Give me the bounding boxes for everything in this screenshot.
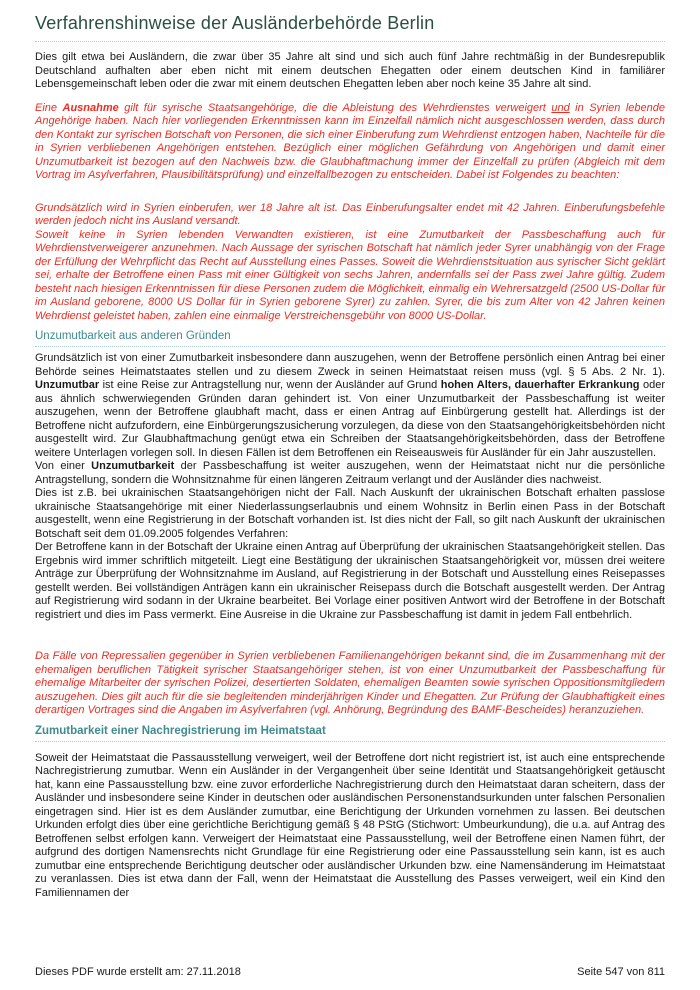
section-heading: Zumutbarkeit einer Nachregistrierung im Heimatstaat	[35, 725, 665, 742]
footer-created-date: Dieses PDF wurde erstellt am: 27.11.2018	[35, 966, 241, 978]
paragraph: Da Fälle von Repressalien gegenüber in Syrien verbliebenen Familienangehörigen bekannt sind, die im Zusammenhang mit der ehemaligen beruflichen Tätigkeit syrischer Staatsangehöriger stehen, ist von einer Unzumutbarkeit der Passbeschaffung für ehemalige Mitarbeiter der syrischen Polizei, desertierten Soldaten, ehemaligen Beamten sowie syrischen Oppositionsmitgliedern auszugehen. Dies gilt auch für die sie begleitenden minderjährigen Kinder und Ehegatten. Zur Prüfung der Glaubhaftigkeit eines derartigen Vortrages sind die Angaben im Asylverfahren (vgl. Anhörung, Begründung des BAMF-Bescheides) heranzuziehen.	[35, 650, 665, 716]
section-heading: Unzumutbarkeit aus anderen Gründen	[35, 330, 665, 347]
page-title: Verfahrenshinweise der Ausländerbehörde Berlin	[35, 13, 665, 42]
footer-page-number: Seite 547 von 811	[577, 966, 665, 978]
page-footer	[35, 966, 665, 978]
paragraph: Von einer Unzumutbarkeit der Passbeschaffung ist weiter auszugehen, wenn der Heimatstaat nicht nur die persönliche Antragstellung, sondern die Wohnsitznahme für einen längeren Zeitraum verlangt und der Ausländer dies nachweist.	[35, 460, 665, 486]
paragraph: Eine Ausnahme gilt für syrische Staatsangehörige, die die Ableistung des Wehrdienstes verweigert und in Syrien lebende Angehörige haben. Nach hier vorliegenden Erkenntnissen kann im Einzelfall nämlich nicht ausgeschlossen werden, dass durch den Kontakt zur syrischen Botschaft von Personen, die sich einer Einberufung zum Wehrdienst entzogen haben, Nachteile für die in Syrien verbliebenen Angehörigen entstehen. Bezüglich einer möglichen Gefährdung von Angehörigen und damit einer Unzumutbarkeit ist bezogen auf den Nachweis bzw. die Glaubhaftmachung immer der Einzelfall zu prüfen (Abgleich mit dem Vortrag im Asylverfahren, Plausibilitätsprüfung) und einzelfallbezogen zu entscheiden. Dabei ist Folgendes zu beachten:	[35, 101, 666, 181]
paragraph: Dies gilt etwa bei Ausländern, die zwar über 35 Jahre alt sind und sich auch fünf Jahre rechtmäßig in der Bundesrepublik Deutschland aufhalten aber eben nicht mit einem deutschen Ehegatten oder einem deutschen Kind in familiärer Lebensgemeinschaft leben oder die zwar mit einem deutschen Ehegatten leben aber noch keine 35 Jahre alt sind.	[35, 51, 665, 90]
paragraph: Soweit keine in Syrien lebenden Verwandten existieren, ist eine Zumutbarkeit der Passbeschaffung auch für Wehrdienstverweigerer anzunehmen. Nach Aussage der syrischen Botschaft hat nämlich jeder Syrer unabhängig von der Frage der Erfüllung der Wehrpflicht das Recht auf Ausstellung eines Passes. Soweit die Wehrdienstsituation aus syrischer Sicht geklärt sei, erhalte der Betroffene einen Pass mit einer Gültigkeit von sechs Jahren, andernfalls sei der Pass zwei Jahre gültig. Zudem besteht nach hiesigen Erkenntnissen für diese Personen zudem die Möglichkeit, einmalig ein Wehrersatzgeld (2500 US-Dollar für im Ausland geborene, 8000 US Dollar für in Syrien geborene Syrer) zu zahlen. Syrer, die bis zum Alter von 42 Jahren keinen Wehrdienst geleistet haben, zahlen eine einmalige Verstreichensgebühr von 8000 US-Dollar.	[35, 228, 665, 322]
paragraph: Grundsätzlich ist von einer Zumutbarkeit insbesondere dann auszugehen, wenn der Betroffene persönlich einen Antrag bei einer Behörde seines Heimatstaates stellen und zu diesem Zweck in seinen Heimatstaat reisen muss (vgl. § 5 Abs. 2 Nr. 1). Unzumutbar ist eine Reise zur Antragstellung nur, wenn der Ausländer auf Grund hohen Alters, dauerhafter Erkrankung oder aus ähnlich schwerwiegenden Gründen daran gehindert ist. Von einer Unzumutbarkeit der Passbeschaffung ist weiter auszugehen, wenn der Betroffene glaubhaft macht, dass er einen Antrag auf Einbürgerung gestellt hat. Allerdings ist der Betroffene nicht aufzufordern, eine Einbürgerungszusicherung vorzulegen, da diese von den Staatsangehörigkeitsbehörden nicht ausgestellt wird. Zur Glaubhaftmachung genügt etwa ein Schreiben der Staatsangehörigkeitsbehörden, dass der Betroffene weitere Unterlagen vorlegen soll. In diesen Fällen ist dem Betroffenen ein Reiseausweis für Ausländer für ein Jahr auszustellen.	[35, 352, 665, 459]
document-content	[35, 51, 665, 900]
paragraph: Der Betroffene kann in der Botschaft der Ukraine einen Antrag auf Überprüfung der ukrainischen Staatsangehörigkeit stellen. Das Ergebnis wird immer schriftlich mitgeteilt. Liegt eine Bestätigung der ukrainischen Staatsangehörigkeit vor, müssen drei weitere Anträge zur Überprüfung der Wohnsitznahme im Ausland, auf Registrierung in der Botschaft und Ausstellung eines Reisepasses gestellt werden. Bei vollständigen Anträgen kann ein ukrainischer Reisepass durch die Botschaft ausgestellt werden. Der Antrag auf Registrierung wird sodann in der Ukraine bearbeitet. Bei Vorlage einer positiven Antwort wird der Betroffene in der Botschaft registriert und dies im Pass vermerkt. Eine Ausreise in die Ukraine zur Passbeschaffung ist damit in jedem Fall entbehrlich.	[35, 541, 665, 621]
paragraph: Grundsätzlich wird in Syrien einberufen, wer 18 Jahre alt ist. Das Einberufungsalter endet mit 42 Jahren. Einberufungsbefehle werden jedoch nicht ins Ausland versandt.	[35, 201, 665, 227]
paragraph: Dies ist z.B. bei ukrainischen Staatsangehörigen nicht der Fall. Nach Auskunft der ukrainischen Botschaft erhalten passlose ukrainische Staatsangehörige mit einer Niederlassungserlaubnis und einem Wohnsitz in Berlin einen Pass in der Botschaft ausgestellt, wenn eine Registrierung in der Botschaft vorhanden ist. Ist dies nicht der Fall, so gilt nach Auskunft der ukrainischen Botschaft seit dem 01.09.2005 folgendes Verfahren:	[35, 487, 665, 540]
paragraph: Soweit der Heimatstaat die Passausstellung verweigert, weil der Betroffene dort nicht registriert ist, ist auch eine entsprechende Nachregistrierung zumutbar. Wenn ein Ausländer in der Vergangenheit über seine Identität und Staatsangehörigkeit getäuscht hat, kann eine Passausstellung bzw. eine zuvor erforderliche Nachregistrierung durch den Heimatstaat daran scheitern, dass der Ausländer und insbesondere seine Kinder in deutschen oder ausländischen Personenstandsurkunden unter falschen Personalien eingetragen sind. Hier ist es dem Ausländer zumutbar, eine Berichtigung der Urkunden vornehmen zu lassen. Bei deutschen Urkunden erfolgt dies über eine gerichtliche Berichtigung gemäß § 48 PStG (Stichwort: Umbeurkundung), die u.a. auf Antrag des Betroffenen selbst erfolgen kann. Verweigert der Heimatstaat eine Passausstellung, weil der Betroffene einen Namen führt, der aufgrund des dortigen Namensrechts nicht Grundlage für eine Registrierung oder eine Passausstellung sein kann, ist es auch zumutbar eine entsprechende Berichtigung deutscher oder ausländischer Urkunden bzw. eine Namensänderung im Heimatstaat zu veranlassen. Dies ist etwa dann der Fall, wenn der Heimatstaat die Ausstellung des Passes verweigert, weil ein Kind den Familiennamen der	[35, 751, 665, 899]
